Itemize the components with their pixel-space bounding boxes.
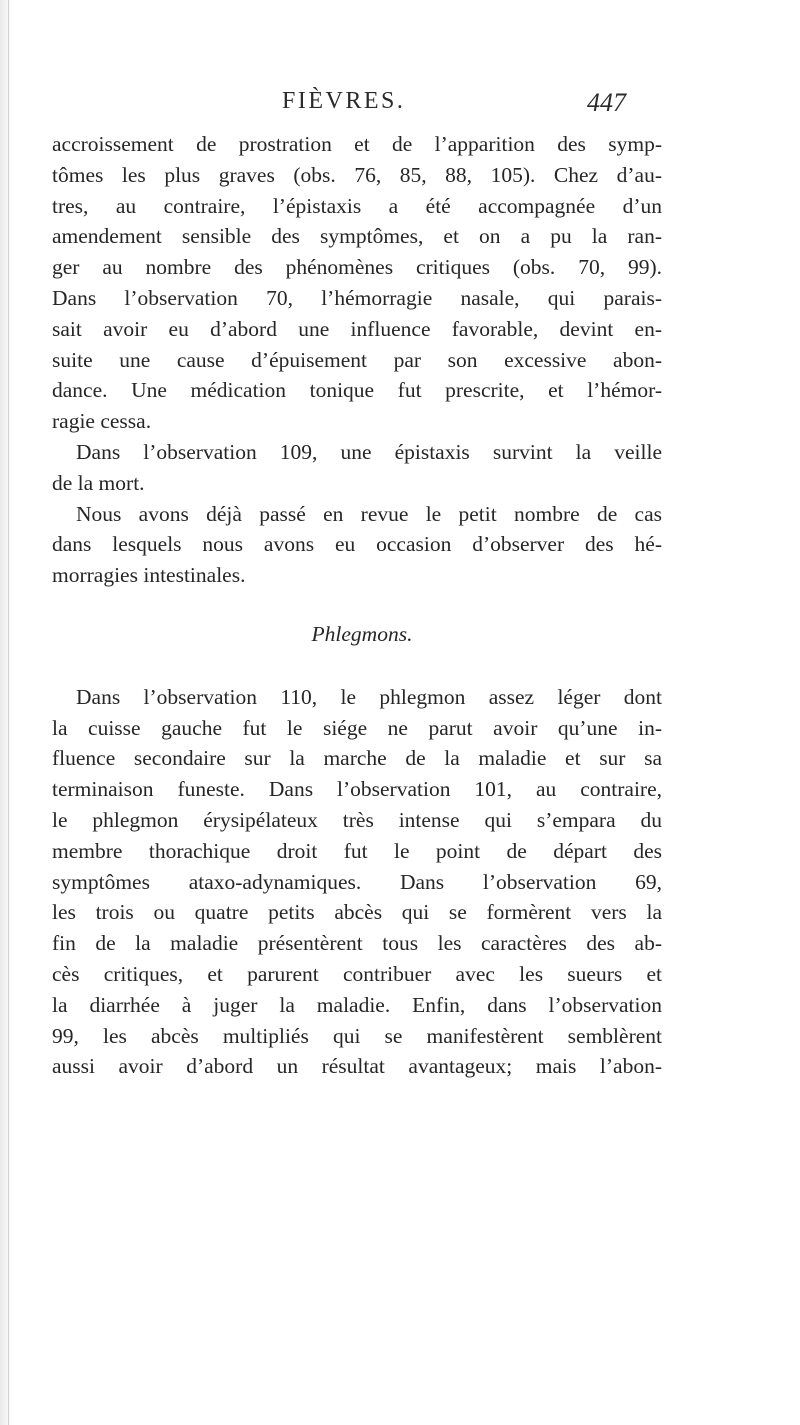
text-line: symptômes ataxo-adynamiques. Dans l’observation 69, xyxy=(52,869,662,894)
paragraph-epistaxis xyxy=(52,129,662,437)
text-line: les trois ou quatre petits abcès qui se formèrent vers la xyxy=(52,900,662,925)
page-header xyxy=(0,88,800,128)
text-line: tres, au contraire, l’épistaxis a été accompagnée d’un xyxy=(52,193,662,218)
running-title: FIÈVRES. xyxy=(282,88,406,114)
page-number: 447 xyxy=(587,88,626,117)
paragraph-phlegmons xyxy=(52,682,662,1082)
page-spine-line xyxy=(8,0,9,1425)
text-line: la cuisse gauche fut le siége ne parut avoir qu’une in- xyxy=(52,715,662,740)
page-body xyxy=(52,129,662,1082)
section-title-phlegmons: Phlegmons. xyxy=(311,621,413,646)
text-line: Dans l’observation 70, l’hémorragie nasale, qui parais- xyxy=(52,285,662,310)
text-line: fluence secondaire sur la marche de la maladie et sur sa xyxy=(52,746,662,771)
text-line: Dans l’observation 109, une épistaxis survint la veille xyxy=(76,439,662,464)
paragraph-observation-109 xyxy=(52,437,662,499)
text-line: dans lesquels nous avons eu occasion d’observer des hé- xyxy=(52,532,662,557)
text-line: la diarrhée à juger la maladie. Enfin, dans l’observation xyxy=(52,992,662,1017)
text-line: accroissement de prostration et de l’apparition des symp- xyxy=(52,132,662,156)
text-line: ragie cessa. xyxy=(52,409,152,434)
paragraph-hemorragies-intestinales xyxy=(52,499,662,591)
text-line: fin de la maladie présentèrent tous les caractères des ab- xyxy=(52,931,662,956)
text-line: terminaison funeste. Dans l’observation 101, au contraire, xyxy=(52,777,662,802)
text-line: aussi avoir d’abord un résultat avantageux; mais l’abon- xyxy=(52,1054,662,1079)
text-line: tômes les plus graves (obs. 76, 85, 88, 105). Chez d’au- xyxy=(52,162,662,187)
text-line: Dans l’observation 110, le phlegmon assez léger dont xyxy=(76,684,662,709)
text-line: suite une cause d’épuisement par son excessive abon- xyxy=(52,347,662,372)
text-line: de la mort. xyxy=(52,470,145,495)
text-line: cès critiques, et parurent contribuer avec les sueurs et xyxy=(52,961,662,986)
text-line: dance. Une médication tonique fut prescrite, et l’hémor- xyxy=(52,378,662,403)
text-line: membre thorachique droit fut le point de départ des xyxy=(52,838,662,863)
text-line: ger au nombre des phénomènes critiques (obs. 70, 99). xyxy=(52,255,662,280)
text-line: Nous avons déjà passé en revue le petit nombre de cas xyxy=(76,501,662,526)
page-spine-shadow xyxy=(0,0,14,1425)
text-line: sait avoir eu d’abord une influence favorable, devint en- xyxy=(52,316,662,341)
text-line: 99, les abcès multipliés qui se manifestèrent semblèrent xyxy=(52,1023,662,1048)
text-line: amendement sensible des symptômes, et on a pu la ran- xyxy=(52,224,662,249)
text-line: morragies intestinales. xyxy=(52,563,246,588)
text-line: le phlegmon érysipélateux très intense qui s’empara du xyxy=(52,807,662,832)
